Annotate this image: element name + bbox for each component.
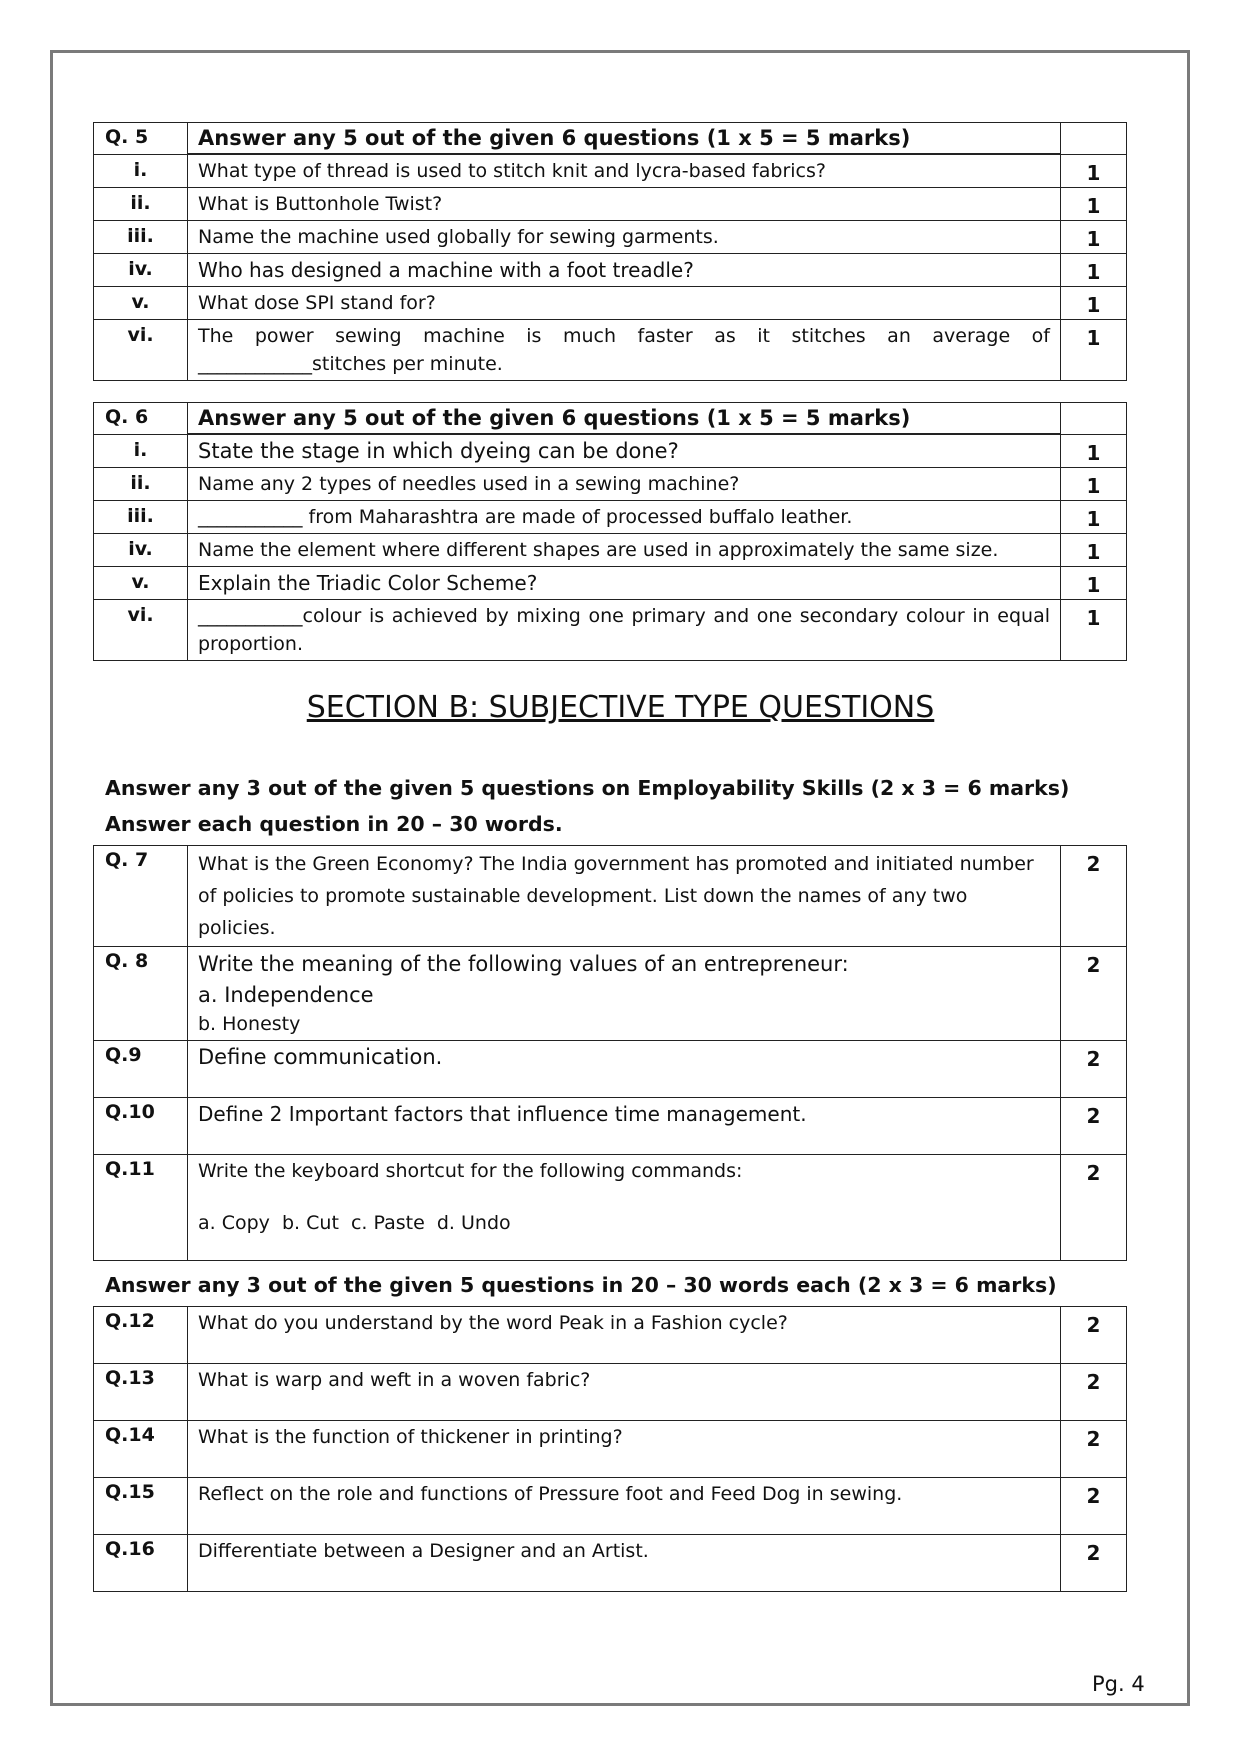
- question-number: Q.9: [94, 1041, 188, 1098]
- q6-table: [93, 402, 1127, 661]
- question-number: Q.10: [94, 1098, 188, 1155]
- question-text: State the stage in which dyeing can be done?: [188, 434, 1061, 468]
- table-row: [94, 221, 1127, 254]
- table-row: [94, 501, 1127, 534]
- question-text: What type of thread is used to stitch knit and lycra-based fabrics?: [188, 154, 1061, 188]
- question-text: What dose SPI stand for?: [188, 287, 1061, 320]
- question-text: ___________ from Maharashtra are made of processed buffalo leather.: [188, 501, 1061, 534]
- marks: 1: [1061, 567, 1127, 600]
- marks: 2: [1061, 1364, 1127, 1421]
- marks: 1: [1061, 287, 1127, 320]
- table-row: [94, 1307, 1127, 1364]
- marks: 1: [1061, 501, 1127, 534]
- marks: 1: [1061, 221, 1127, 254]
- table-row: [94, 846, 1127, 947]
- question-number: Q.15: [94, 1478, 188, 1535]
- table-row: [94, 1041, 1127, 1098]
- marks: 2: [1061, 1421, 1127, 1478]
- item-number: iii.: [94, 221, 188, 254]
- question-text: What is the function of thickener in printing?: [188, 1421, 1061, 1478]
- item-number: ii.: [94, 188, 188, 221]
- table-row: [94, 534, 1127, 567]
- item-number: iii.: [94, 501, 188, 534]
- question-text: What is Buttonhole Twist?: [188, 188, 1061, 221]
- marks: 2: [1061, 1478, 1127, 1535]
- table-row: [94, 154, 1127, 188]
- marks: 1: [1061, 188, 1127, 221]
- sub-item-b: b. Honesty: [198, 1013, 301, 1035]
- item-number: i.: [94, 434, 188, 468]
- table-row: [94, 254, 1127, 287]
- marks: 1: [1061, 468, 1127, 501]
- sub-items: a. Copy b. Cut c. Paste d. Undo: [198, 1212, 511, 1234]
- q6-number: Q. 6: [94, 403, 188, 435]
- question-number: Q.13: [94, 1364, 188, 1421]
- question-text: What do you understand by the word Peak in a Fashion cycle?: [188, 1307, 1061, 1364]
- question-text: What is warp and weft in a woven fabric?: [188, 1364, 1061, 1421]
- question-text: ___________colour is achieved by mixing one primary and one secondary colour in equal proportion.: [188, 600, 1061, 661]
- question-text: Name any 2 types of needles used in a sewing machine?: [188, 468, 1061, 501]
- table-row: [94, 1155, 1127, 1261]
- q5-heading: Answer any 5 out of the given 6 questions (1 x 5 = 5 marks): [188, 123, 1061, 155]
- table-row: [94, 468, 1127, 501]
- item-number: vi.: [94, 600, 188, 661]
- table-row: [94, 1535, 1127, 1592]
- question-text: Who has designed a machine with a foot treadle?: [188, 254, 1061, 287]
- employability-table: [93, 845, 1127, 1261]
- question-text: Explain the Triadic Color Scheme?: [188, 567, 1061, 600]
- table-row: [94, 1098, 1127, 1155]
- question-text: Define communication.: [188, 1041, 1061, 1098]
- table-row: [94, 434, 1127, 468]
- question-number: Q. 8: [94, 947, 188, 1041]
- sub-item-a: a. Independence: [198, 983, 374, 1007]
- marks: 2: [1061, 1307, 1127, 1364]
- q5-number: Q. 5: [94, 123, 188, 155]
- section-title: SECTION B: SUBJECTIVE TYPE QUESTIONS: [306, 690, 935, 725]
- question-number: Q.14: [94, 1421, 188, 1478]
- item-number: iv.: [94, 534, 188, 567]
- marks: 2: [1061, 1155, 1127, 1261]
- question-text: Reflect on the role and functions of Pressure foot and Feed Dog in sewing.: [188, 1478, 1061, 1535]
- table-row: [94, 1421, 1127, 1478]
- marks: 1: [1061, 600, 1127, 661]
- item-number: v.: [94, 287, 188, 320]
- item-number: iv.: [94, 254, 188, 287]
- table-row: [94, 320, 1127, 381]
- table-row: [94, 567, 1127, 600]
- table-row: [94, 600, 1127, 661]
- question-number: Q.16: [94, 1535, 188, 1592]
- question-text: Write the keyboard shortcut for the following commands:: [198, 1160, 743, 1182]
- question-text: The power sewing machine is much faster as it stitches an average of ____________stitches per minute.: [188, 320, 1061, 381]
- question-number: Q. 7: [94, 846, 188, 947]
- table-row: [94, 188, 1127, 221]
- marks: 1: [1061, 154, 1127, 188]
- marks: 1: [1061, 534, 1127, 567]
- table-row: [94, 947, 1127, 1041]
- question-cell: [188, 1155, 1061, 1261]
- instruction-subject: Answer any 3 out of the given 5 questions in 20 – 30 words each (2 x 3 = 6 marks): [105, 1273, 1057, 1297]
- subject-table: [93, 1306, 1127, 1592]
- marks: 2: [1061, 1535, 1127, 1592]
- question-text: Name the element where different shapes are used in approximately the same size.: [188, 534, 1061, 567]
- question-number: Q.12: [94, 1307, 188, 1364]
- q5-table: [93, 122, 1127, 381]
- question-text: Differentiate between a Designer and an Artist.: [188, 1535, 1061, 1592]
- page-number: Pg. 4: [1092, 1672, 1145, 1696]
- instruction-employability: Answer any 3 out of the given 5 questions on Employability Skills (2 x 3 = 6 marks): [105, 776, 1070, 800]
- marks: 1: [1061, 434, 1127, 468]
- item-number: vi.: [94, 320, 188, 381]
- item-number: ii.: [94, 468, 188, 501]
- marks: 2: [1061, 1098, 1127, 1155]
- marks: 2: [1061, 1041, 1127, 1098]
- question-number: Q.11: [94, 1155, 188, 1261]
- question-text: Write the meaning of the following values of an entrepreneur:: [198, 952, 849, 976]
- question-text: What is the Green Economy? The India government has promoted and initiated number of policies to promote sustainable development. List down the names of any two policies.: [188, 846, 1061, 947]
- question-cell: [188, 947, 1061, 1041]
- table-row: [94, 1478, 1127, 1535]
- table-row: [94, 1364, 1127, 1421]
- table-row: [94, 287, 1127, 320]
- marks: 1: [1061, 254, 1127, 287]
- instruction-word-limit: Answer each question in 20 – 30 words.: [105, 812, 563, 836]
- question-text: Define 2 Important factors that influence time management.: [188, 1098, 1061, 1155]
- item-number: v.: [94, 567, 188, 600]
- item-number: i.: [94, 154, 188, 188]
- marks: 2: [1061, 947, 1127, 1041]
- question-text: Name the machine used globally for sewing garments.: [188, 221, 1061, 254]
- q6-heading: Answer any 5 out of the given 6 questions (1 x 5 = 5 marks): [188, 403, 1061, 435]
- marks: 2: [1061, 846, 1127, 947]
- marks: 1: [1061, 320, 1127, 381]
